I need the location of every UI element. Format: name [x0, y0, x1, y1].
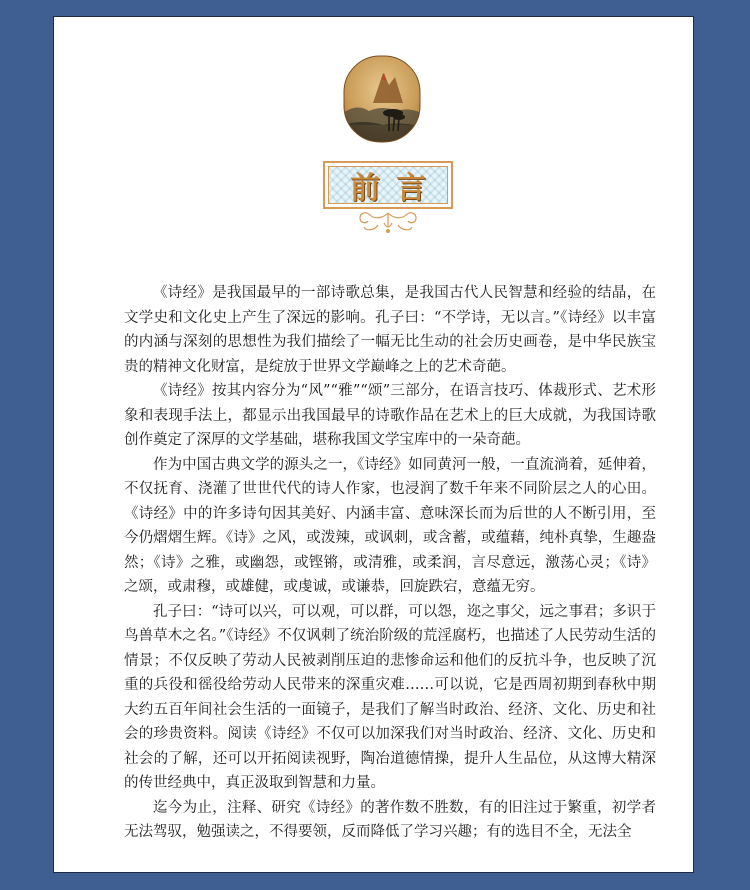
paragraph: 《诗经》是我国最早的一部诗歌总集，是我国古代人民智慧和经验的结晶，在文学史和文化史上产生了深远的影响。孔子曰：“不学诗，无以言。”《诗经》以丰富的内涵与深刻的思想性为我们描绘了一幅无比生动的社会历史画卷，是中华民族宝贵的精神文化财富，是绽放于世界文学巅峰之上的艺术奇葩。 [124, 285, 656, 375]
paragraph: 孔子曰：“诗可以兴，可以观，可以群，可以怨，迩之事父，远之事君；多识于鸟兽草木之名。”《诗经》不仅讽刺了统治阶级的荒淫腐朽，也描述了人民劳动生活的情景；不仅反映了劳动人民被剥削压迫的悲惨命运和他们的反抗斗争，也反映了沉重的兵役和徭役给劳动人民带来的深重灾难……可以说，它是西周初期到春秋中期大约五百年间社会生活的一面镜子，是我们了解当时政治、经济、文化、历史和社会的珍贵资料。阅读《诗经》不仅可以加深我们对当时政治、经济、文化、历史和社会的了解，还可以开拓阅读视野，陶冶道德情操，提升人生品位，从这博大精深的传世经典中，真正汲取到智慧和力量。 [124, 603, 656, 791]
heading-panel [328, 166, 448, 204]
preface-body [124, 281, 656, 845]
page-title: 前言 [350, 171, 442, 206]
paragraph: 作为中国古典文学的源头之一，《诗经》如同黄河一般，一直流淌着，延伸着，不仅抚育、浇灌了世世代代的诗人作家，也浸润了数千年来不同阶层之人的心田。《诗经》中的许多诗句因其美好、内涵丰富、意味深长而为后世的人不断引用，至今仍熠熠生辉。《诗》之风，或泼辣，或讽刺，或含蓄，或蕴藉，纯朴真挚，生趣盎然；《诗》之雅，或幽怨，或铿锵，或清雅，或柔润，言尽意远，激荡心灵；《诗》之颂，或肃穆，或雄健，或虔诚，或谦恭，回旋跌宕，意蕴无穷。 [124, 456, 656, 595]
landscape-fan-painting [343, 55, 421, 143]
paragraph: 迄今为止，注释、研究《诗经》的著作数不胜数，有的旧注过于繁重，初学者无法驾驭，勉强读之，不得要领，反而降低了学习兴趣；有的选目不全，无法全 [124, 799, 656, 840]
book-page [53, 16, 694, 873]
cloud-scroll-ornament [348, 209, 428, 239]
heading-frame [323, 161, 453, 209]
paragraph: 《诗经》按其内容分为“风”“雅”“颂”三部分，在语言技巧、体裁形式、艺术形象和表现手法上，都显示出我国最早的诗歌作品在艺术上的巨大成就，为我国诗歌创作奠定了深厚的文学基础，堪称我国文学宝库中的一朵奇葩。 [124, 383, 656, 448]
